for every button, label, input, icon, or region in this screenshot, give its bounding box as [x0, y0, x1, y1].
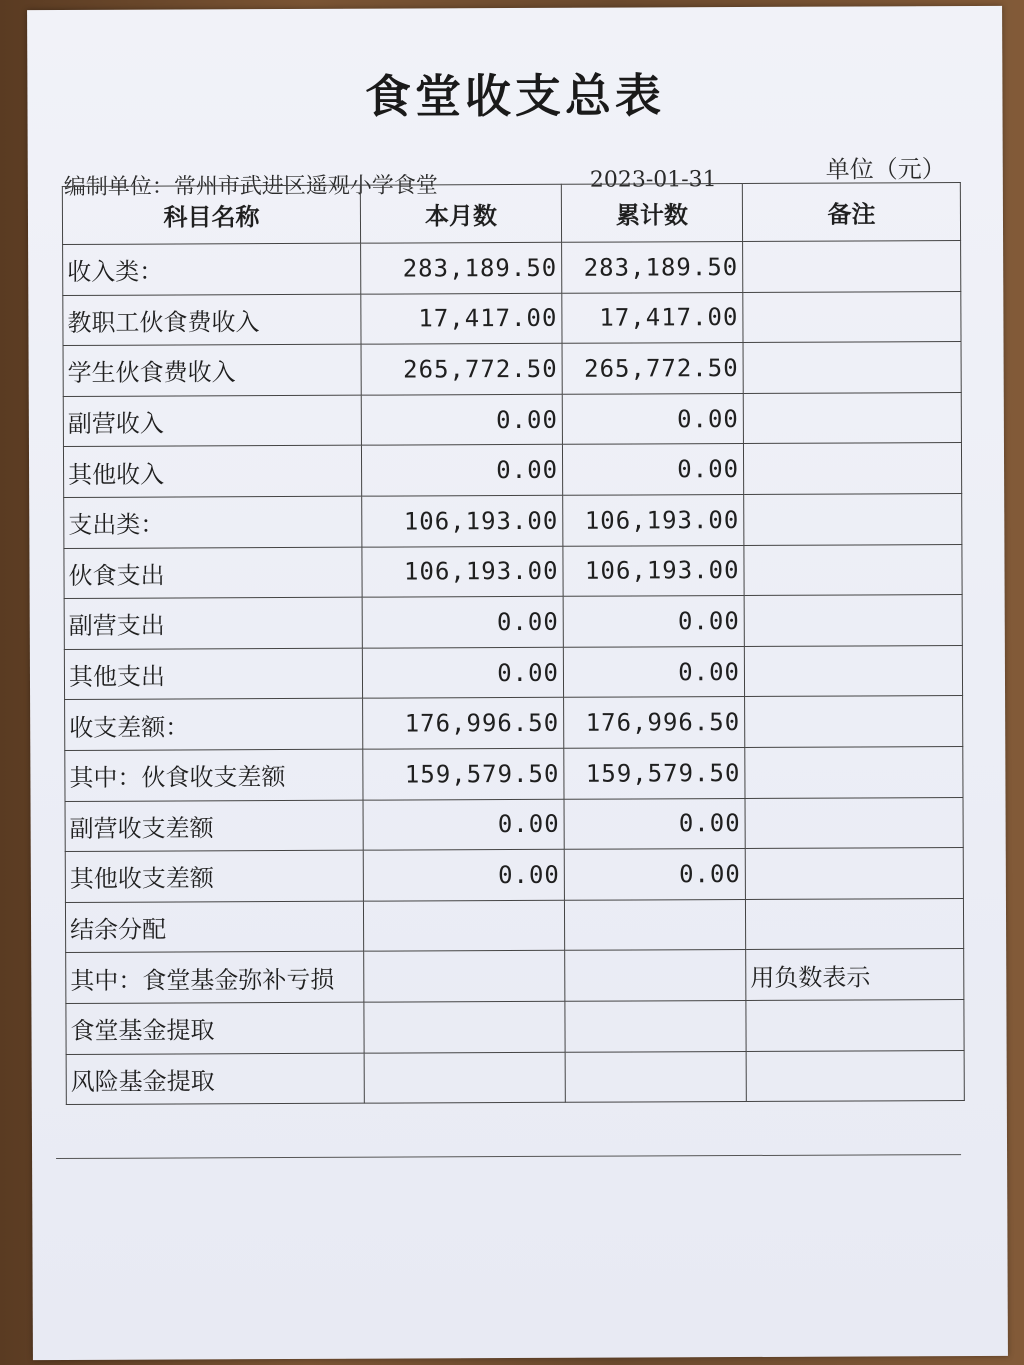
- row-month-value: 176,996.50: [363, 698, 564, 749]
- row-total-value: 106,193.00: [563, 494, 744, 545]
- row-note: [744, 645, 962, 697]
- row-month-value: 17,417.00: [361, 293, 562, 344]
- row-name: 食堂基金提取: [66, 1002, 364, 1054]
- row-name: 其中：食堂基金弥补亏损: [66, 951, 364, 1003]
- row-note: [745, 797, 963, 849]
- row-month-value: [364, 1052, 565, 1103]
- row-month-value: 0.00: [362, 647, 563, 698]
- row-name: 收支差额：: [65, 699, 363, 751]
- row-month-value: 0.00: [362, 596, 563, 647]
- row-total-value: 17,417.00: [562, 292, 743, 343]
- row-total-value: 0.00: [563, 646, 744, 697]
- row-note: [744, 494, 962, 546]
- column-header-note: 备注: [742, 183, 960, 242]
- row-month-value: 106,193.00: [362, 495, 563, 546]
- row-note: [745, 898, 963, 950]
- row-name: 教职工伙食费收入: [63, 294, 361, 346]
- row-total-value: 0.00: [564, 849, 745, 900]
- row-total-value: [565, 1000, 746, 1051]
- row-note: [744, 544, 962, 596]
- row-total-value: [564, 899, 745, 950]
- row-name: 伙食支出: [64, 547, 362, 599]
- table-row: [64, 595, 962, 650]
- row-month-value: 265,772.50: [361, 343, 562, 394]
- table-row: [63, 241, 961, 296]
- row-month-value: [364, 951, 565, 1002]
- table-row: [64, 645, 962, 700]
- row-total-value: 0.00: [562, 444, 743, 495]
- row-note: [744, 595, 962, 647]
- row-name: 其他支出: [64, 648, 362, 700]
- row-note: [746, 999, 964, 1051]
- ledger-sheet: [27, 6, 1008, 1360]
- row-note: [745, 696, 963, 748]
- row-name: 风险基金提取: [66, 1053, 364, 1105]
- row-note: [743, 241, 961, 293]
- table-row: [64, 544, 962, 599]
- table-row: [65, 696, 963, 751]
- row-total-value: [565, 1051, 746, 1102]
- row-month-value: 0.00: [361, 445, 562, 496]
- row-note: [743, 291, 961, 343]
- table-row: [64, 494, 962, 549]
- column-header-name: 科目名称: [62, 185, 360, 244]
- row-name: 副营收入: [63, 395, 361, 447]
- row-name: 副营支出: [64, 597, 362, 649]
- table-row: [66, 999, 964, 1054]
- table-row: [63, 342, 961, 397]
- table-row: [63, 291, 961, 346]
- row-note: [745, 746, 963, 798]
- table-row: [63, 392, 961, 447]
- row-note: [745, 848, 963, 900]
- row-note: 用负数表示: [746, 949, 964, 1001]
- row-total-value: 106,193.00: [563, 545, 744, 596]
- report-date: 2023-01-31: [589, 167, 717, 193]
- row-name: 学生伙食费收入: [63, 344, 361, 396]
- row-note: [743, 392, 961, 444]
- row-name: 副营收支差额: [65, 800, 363, 852]
- footer-rule: [56, 1154, 961, 1159]
- row-month-value: 283,189.50: [361, 242, 562, 293]
- page-title: 食堂收支总表: [364, 68, 666, 124]
- row-note: [743, 342, 961, 394]
- row-note: [743, 443, 961, 495]
- ledger-table: [62, 182, 965, 1105]
- row-month-value: 159,579.50: [363, 748, 564, 799]
- table-row: [65, 746, 963, 801]
- table-row: [65, 848, 963, 903]
- row-name: 支出类：: [64, 496, 362, 548]
- row-total-value: 265,772.50: [562, 343, 743, 394]
- row-name: 其他收支差额: [65, 850, 363, 902]
- table-row: [66, 949, 964, 1004]
- row-total-value: 283,189.50: [562, 242, 743, 293]
- row-name: 收入类：: [63, 243, 361, 295]
- row-total-value: 0.00: [563, 596, 744, 647]
- column-header-month: 本月数: [360, 184, 561, 243]
- row-total-value: 159,579.50: [564, 747, 745, 798]
- row-total-value: 0.00: [564, 798, 745, 849]
- row-month-value: [364, 1001, 565, 1052]
- row-month-value: 0.00: [363, 799, 564, 850]
- row-month-value: 0.00: [361, 394, 562, 445]
- org-label: 编制单位：常州市武进区遥观小学食堂: [63, 173, 438, 200]
- row-month-value: [363, 900, 564, 951]
- table-header-row: [62, 183, 960, 245]
- row-total-value: 176,996.50: [564, 697, 745, 748]
- table-row: [66, 1050, 964, 1105]
- row-total-value: 0.00: [562, 393, 743, 444]
- row-note: [746, 1050, 964, 1102]
- table-row: [63, 443, 961, 498]
- table-row: [65, 797, 963, 852]
- row-total-value: [565, 950, 746, 1001]
- row-month-value: 0.00: [363, 849, 564, 900]
- row-month-value: 106,193.00: [362, 546, 563, 597]
- table-row: [65, 898, 963, 953]
- unit-label: 单位（元）: [825, 155, 946, 184]
- row-name: 结余分配: [65, 901, 363, 953]
- row-name: 其他收入: [63, 446, 361, 498]
- row-name: 其中：伙食收支差额: [65, 749, 363, 801]
- column-header-total: 累计数: [561, 184, 742, 243]
